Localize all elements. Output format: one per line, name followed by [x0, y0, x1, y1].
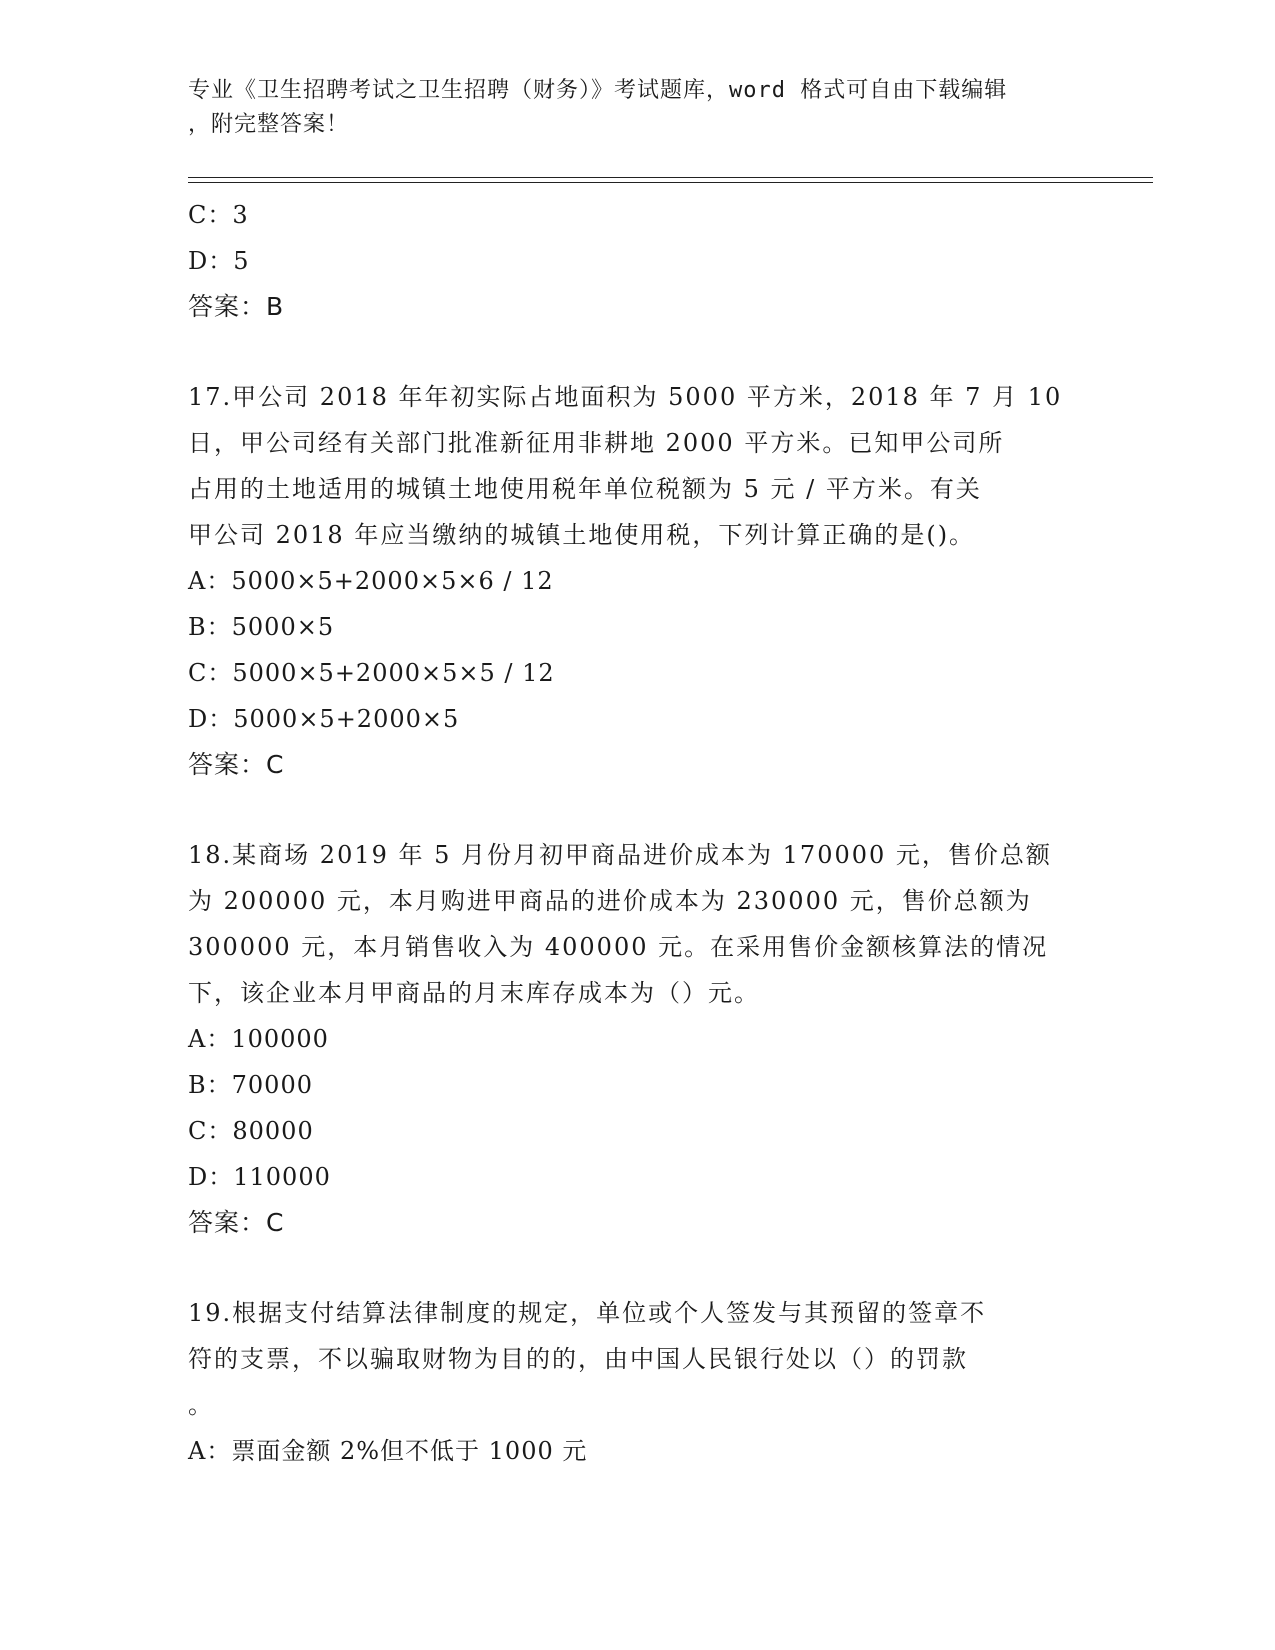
header-divider-bottom — [188, 182, 1153, 183]
document-body — [188, 192, 1088, 1474]
question-text-line: 占用的土地适用的城镇土地使用税年单位税额为 5 元 / 平方米。有关 — [188, 475, 982, 503]
answer-line: 答案：B — [188, 292, 285, 321]
question-text-line: 。 — [188, 1391, 214, 1419]
spacer — [188, 330, 1088, 374]
option-c: C：80000 — [188, 1117, 314, 1145]
option-d: D：5000×5+2000×5 — [188, 705, 460, 733]
option-c: C：5000×5+2000×5×5 / 12 — [188, 659, 555, 687]
question-text-line: 日，甲公司经有关部门批准新征用非耕地 2000 平方米。已知甲公司所 — [188, 429, 1005, 457]
header-divider-top — [188, 177, 1153, 178]
option-b: B：5000×5 — [188, 613, 335, 641]
option-a: A：5000×5+2000×5×6 / 12 — [188, 567, 554, 595]
question-text-line: 300000 元，本月销售收入为 400000 元。在采用售价金额核算法的情况 — [188, 933, 1049, 961]
question-19 — [188, 1290, 1088, 1474]
question-18 — [188, 832, 1088, 1246]
question-text-line: 符的支票，不以骗取财物为目的的，由中国人民银行处以（）的罚款 — [188, 1345, 968, 1373]
question-text-line: 甲公司 2018 年应当缴纳的城镇土地使用税，下列计算正确的是()。 — [188, 521, 976, 549]
spacer — [188, 1246, 1088, 1290]
question-text-line: 17.甲公司 2018 年年初实际占地面积为 5000 平方米，2018 年 7 月 10 — [188, 383, 1063, 411]
answer-line: 答案：C — [188, 750, 285, 779]
header-line-2: ，附完整答案！ — [188, 112, 350, 137]
document-header — [188, 74, 1088, 142]
option-b: B：70000 — [188, 1071, 313, 1099]
question-text-line: 18.某商场 2019 年 5 月份月初甲商品进价成本为 170000 元，售价总额 — [188, 841, 1052, 869]
option-d: D：110000 — [188, 1163, 331, 1191]
option-a: A：票面金额 2%但不低于 1000 元 — [188, 1437, 588, 1465]
answer-line: 答案：C — [188, 1208, 285, 1237]
header-line-1: 专业《卫生招聘考试之卫生招聘（财务）》考试题库，word 格式可自由下载编辑 — [188, 78, 1008, 103]
spacer — [188, 788, 1088, 832]
option-a: A：100000 — [188, 1025, 329, 1053]
question-text-line: 19.根据支付结算法律制度的规定，单位或个人签发与其预留的签章不 — [188, 1299, 987, 1327]
previous-question-tail — [188, 192, 1088, 330]
question-17 — [188, 374, 1088, 788]
question-text-line: 下，该企业本月甲商品的月末库存成本为（）元。 — [188, 979, 760, 1007]
option-d: D：5 — [188, 247, 250, 275]
option-c: C：3 — [188, 201, 249, 229]
question-text-line: 为 200000 元，本月购进甲商品的进价成本为 230000 元，售价总额为 — [188, 887, 1032, 915]
